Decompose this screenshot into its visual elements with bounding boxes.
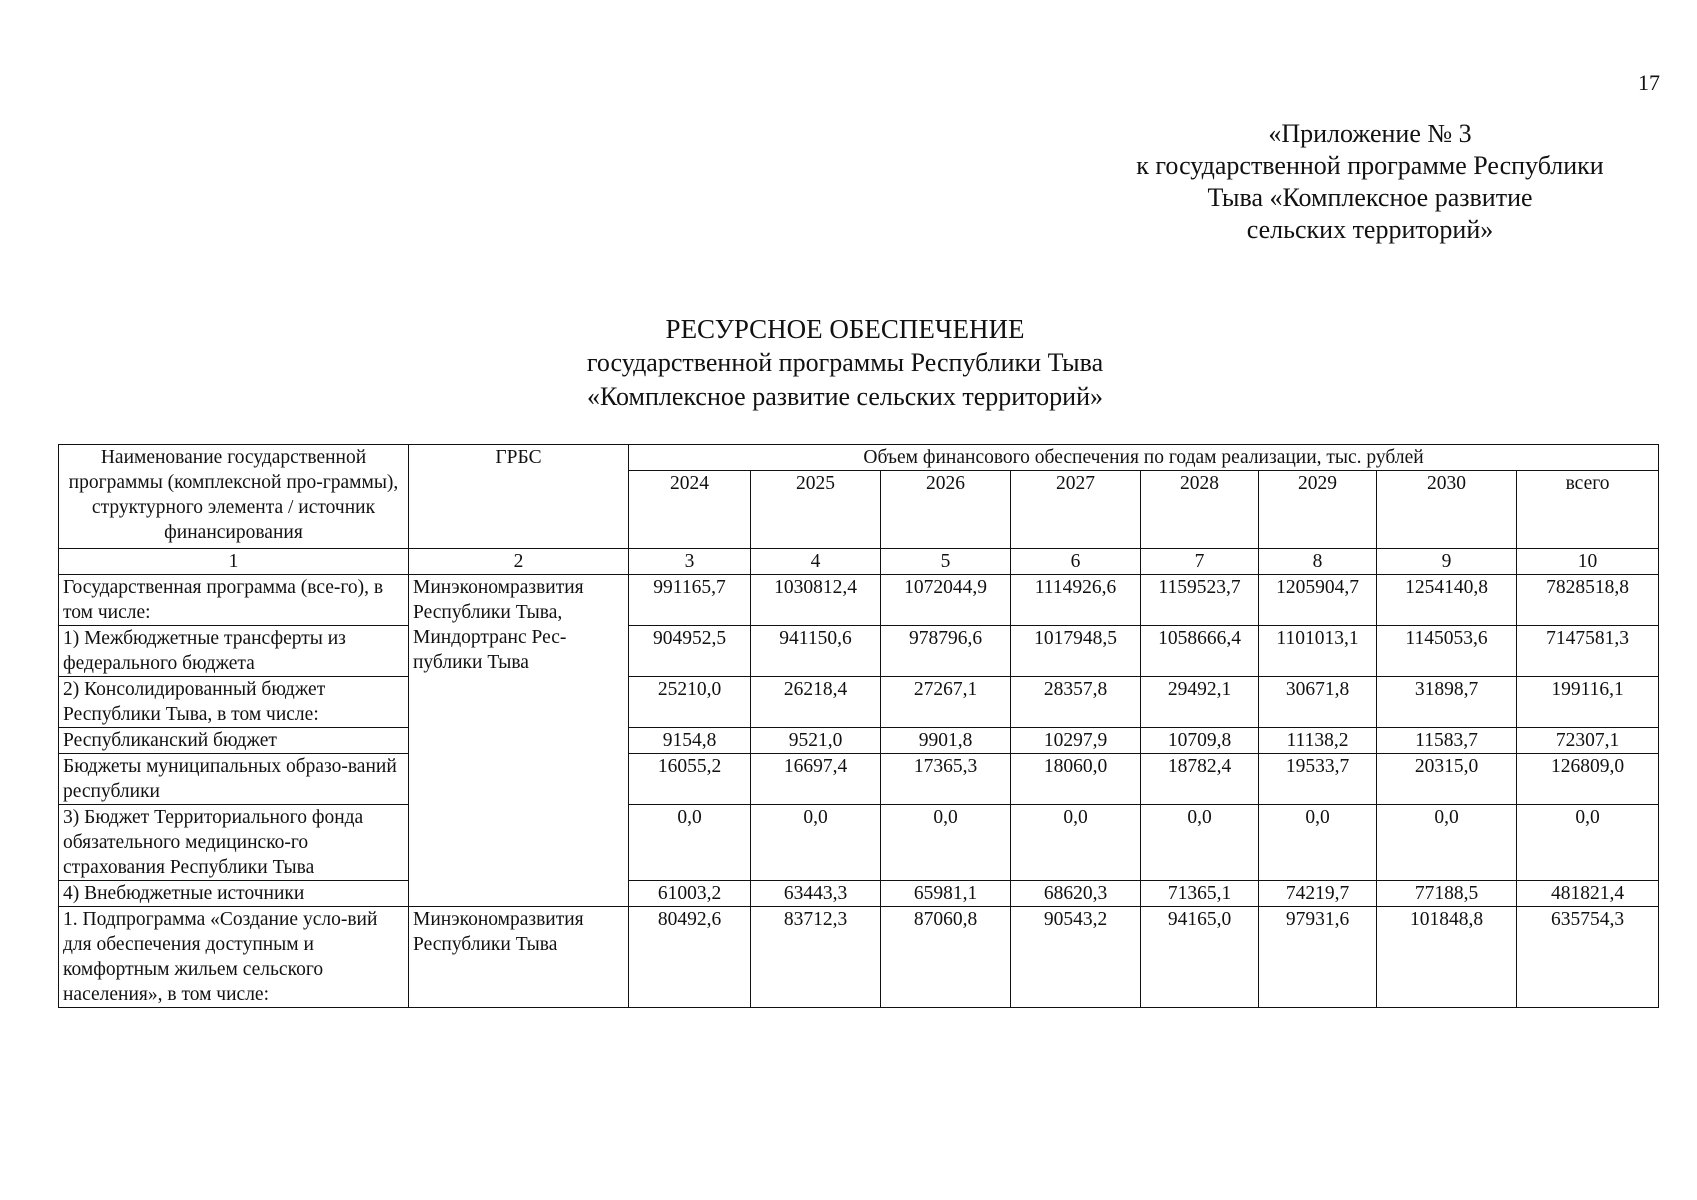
value-cell: 27267,1	[881, 677, 1011, 728]
header-row	[59, 445, 1659, 471]
value-cell: 87060,8	[881, 907, 1011, 1008]
value-cell: 101848,8	[1377, 907, 1517, 1008]
total-header: всего	[1517, 471, 1659, 549]
row-name: Бюджеты муниципальных образо-ваний республики	[59, 754, 409, 805]
resource-table	[58, 444, 1659, 1008]
grbs-cell: Минэкономразвития Республики Тыва, Миндортранс Рес-публики Тыва	[409, 575, 629, 907]
value-cell: 9521,0	[751, 728, 881, 754]
row-name: Республиканский бюджет	[59, 728, 409, 754]
year-header: 2028	[1141, 471, 1259, 549]
value-cell: 30671,8	[1259, 677, 1377, 728]
value-cell: 17365,3	[881, 754, 1011, 805]
grbs-cell: Минэкономразвития Республики Тыва	[409, 907, 629, 1008]
value-cell: 20315,0	[1377, 754, 1517, 805]
value-cell: 19533,7	[1259, 754, 1377, 805]
header-grbs-cell: ГРБС	[409, 445, 629, 549]
column-number: 9	[1377, 549, 1517, 575]
row-name: 3) Бюджет Территориального фонда обязательного медицинско-го страхования Республики Тыва	[59, 805, 409, 881]
appendix-line: сельских территорий»	[1246, 215, 1494, 244]
row-name: 1) Межбюджетные трансферты из федерального бюджета	[59, 626, 409, 677]
title-line: «Комплексное развитие сельских территорий»	[586, 382, 1104, 411]
title-line: государственной программы Республики Тыва	[586, 348, 1104, 377]
row-name: 2) Консолидированный бюджет Республики Тыва, в том числе:	[59, 677, 409, 728]
column-number: 4	[751, 549, 881, 575]
value-cell: 25210,0	[629, 677, 751, 728]
appendix-line: Тыва «Комплексное развитие	[1207, 183, 1533, 212]
value-cell: 16055,2	[629, 754, 751, 805]
value-cell: 0,0	[1517, 805, 1659, 881]
page-number: 17	[1638, 70, 1660, 95]
value-cell: 28357,8	[1011, 677, 1141, 728]
column-number: 2	[409, 549, 629, 575]
table-row	[59, 881, 1659, 907]
value-cell: 1205904,7	[1259, 575, 1377, 626]
value-cell: 904952,5	[629, 626, 751, 677]
value-cell: 9901,8	[881, 728, 1011, 754]
year-header: 2030	[1377, 471, 1517, 549]
value-cell: 1159523,7	[1141, 575, 1259, 626]
value-cell: 90543,2	[1011, 907, 1141, 1008]
value-cell: 126809,0	[1517, 754, 1659, 805]
value-cell: 16697,4	[751, 754, 881, 805]
header-name-cell: Наименование государственной программы (комплексной про-граммы), структурного элемента / источник финансирования	[59, 445, 409, 549]
value-cell: 74219,7	[1259, 881, 1377, 907]
value-cell: 0,0	[1011, 805, 1141, 881]
value-cell: 941150,6	[751, 626, 881, 677]
value-cell: 0,0	[751, 805, 881, 881]
appendix-line: к государственной программе Республики	[1136, 151, 1604, 180]
appendix-heading	[1110, 118, 1630, 246]
table-row	[59, 907, 1659, 1008]
table-row	[59, 575, 1659, 626]
table-row	[59, 677, 1659, 728]
value-cell: 18060,0	[1011, 754, 1141, 805]
header-volume-cell: Объем финансового обеспечения по годам реализации, тыс. рублей	[629, 445, 1659, 471]
column-number: 1	[59, 549, 409, 575]
title-main: РЕСУРСНОЕ ОБЕСПЕЧЕНИЕ	[665, 314, 1025, 344]
value-cell: 83712,3	[751, 907, 881, 1008]
value-cell: 1101013,1	[1259, 626, 1377, 677]
column-number-row	[59, 549, 1659, 575]
value-cell: 481821,4	[1517, 881, 1659, 907]
value-cell: 9154,8	[629, 728, 751, 754]
year-header: 2026	[881, 471, 1011, 549]
value-cell: 7828518,8	[1517, 575, 1659, 626]
value-cell: 10709,8	[1141, 728, 1259, 754]
table-row	[59, 626, 1659, 677]
column-number: 3	[629, 549, 751, 575]
value-cell: 0,0	[1141, 805, 1259, 881]
value-cell: 94165,0	[1141, 907, 1259, 1008]
value-cell: 635754,3	[1517, 907, 1659, 1008]
value-cell: 77188,5	[1377, 881, 1517, 907]
value-cell: 65981,1	[881, 881, 1011, 907]
year-header: 2027	[1011, 471, 1141, 549]
table-row	[59, 805, 1659, 881]
value-cell: 0,0	[881, 805, 1011, 881]
value-cell: 71365,1	[1141, 881, 1259, 907]
table-row	[59, 754, 1659, 805]
year-header: 2025	[751, 471, 881, 549]
value-cell: 61003,2	[629, 881, 751, 907]
value-cell: 10297,9	[1011, 728, 1141, 754]
value-cell: 1072044,9	[881, 575, 1011, 626]
column-number: 10	[1517, 549, 1659, 575]
value-cell: 31898,7	[1377, 677, 1517, 728]
row-name: Государственная программа (все-го), в том числе:	[59, 575, 409, 626]
value-cell: 1017948,5	[1011, 626, 1141, 677]
value-cell: 1058666,4	[1141, 626, 1259, 677]
value-cell: 72307,1	[1517, 728, 1659, 754]
value-cell: 1145053,6	[1377, 626, 1517, 677]
value-cell: 26218,4	[751, 677, 881, 728]
column-number: 7	[1141, 549, 1259, 575]
value-cell: 0,0	[1259, 805, 1377, 881]
row-name: 4) Внебюджетные источники	[59, 881, 409, 907]
value-cell: 68620,3	[1011, 881, 1141, 907]
value-cell: 1254140,8	[1377, 575, 1517, 626]
row-name: 1. Подпрограмма «Создание усло-вий для обеспечения доступным и комфортным жильем сельского населения», в том числе:	[59, 907, 409, 1008]
table-row	[59, 728, 1659, 754]
value-cell: 11583,7	[1377, 728, 1517, 754]
appendix-line: «Приложение № 3	[1268, 119, 1472, 148]
value-cell: 11138,2	[1259, 728, 1377, 754]
column-number: 6	[1011, 549, 1141, 575]
document-title	[400, 312, 1290, 414]
value-cell: 991165,7	[629, 575, 751, 626]
value-cell: 978796,6	[881, 626, 1011, 677]
value-cell: 0,0	[629, 805, 751, 881]
value-cell: 7147581,3	[1517, 626, 1659, 677]
value-cell: 0,0	[1377, 805, 1517, 881]
value-cell: 18782,4	[1141, 754, 1259, 805]
column-number: 5	[881, 549, 1011, 575]
year-header: 2029	[1259, 471, 1377, 549]
value-cell: 1114926,6	[1011, 575, 1141, 626]
value-cell: 199116,1	[1517, 677, 1659, 728]
value-cell: 63443,3	[751, 881, 881, 907]
value-cell: 29492,1	[1141, 677, 1259, 728]
column-number: 8	[1259, 549, 1377, 575]
value-cell: 80492,6	[629, 907, 751, 1008]
value-cell: 97931,6	[1259, 907, 1377, 1008]
value-cell: 1030812,4	[751, 575, 881, 626]
year-header: 2024	[629, 471, 751, 549]
